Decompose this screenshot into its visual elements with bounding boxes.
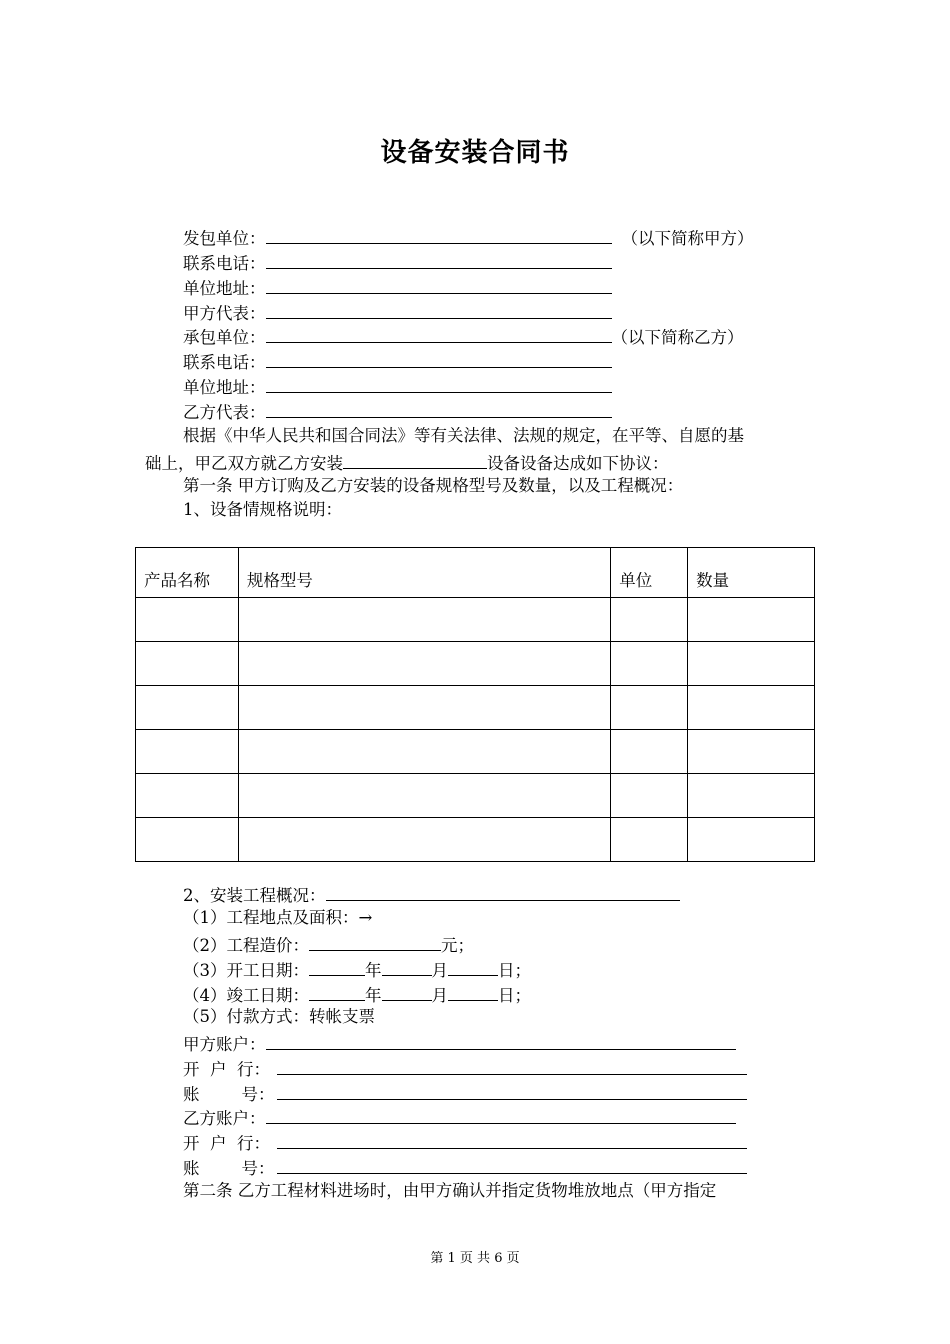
party-b-rep-line bbox=[183, 400, 612, 423]
party-b-contractor-label: 承包单位： bbox=[183, 328, 266, 347]
end-month-suffix: 月 bbox=[431, 986, 448, 1005]
overview-item-5: （5）付款方式：转帐支票 bbox=[183, 1007, 375, 1026]
table-cell[interactable] bbox=[238, 598, 610, 642]
party-a-contractor-label: 发包单位： bbox=[183, 229, 266, 248]
start-day-suffix: 日； bbox=[498, 961, 531, 980]
party-a-rep-line bbox=[183, 301, 612, 324]
cost-unit: 元； bbox=[441, 936, 474, 955]
party-a-account-label: 甲方账户： bbox=[183, 1035, 266, 1054]
party-b-phone-field[interactable] bbox=[266, 350, 612, 368]
table-cell[interactable] bbox=[136, 818, 239, 862]
table-cell[interactable] bbox=[611, 774, 688, 818]
preamble-line-2-end: 设备设备达成如下协议： bbox=[487, 454, 669, 473]
end-year-field[interactable] bbox=[309, 983, 365, 1001]
table-cell[interactable] bbox=[238, 774, 610, 818]
table-cell[interactable] bbox=[136, 730, 239, 774]
table-cell[interactable] bbox=[688, 686, 815, 730]
table-cell[interactable] bbox=[136, 774, 239, 818]
party-a-number-field[interactable] bbox=[277, 1082, 747, 1100]
table-row bbox=[136, 642, 815, 686]
overview-label: 2、安装工程概况： bbox=[183, 886, 326, 905]
table-cell[interactable] bbox=[136, 598, 239, 642]
table-cell[interactable] bbox=[688, 774, 815, 818]
party-a-address-line bbox=[183, 276, 612, 299]
table-cell[interactable] bbox=[688, 598, 815, 642]
party-a-contractor-line bbox=[183, 226, 754, 249]
party-b-rep-field[interactable] bbox=[266, 400, 612, 418]
overview-line bbox=[183, 883, 680, 906]
table-cell[interactable] bbox=[688, 642, 815, 686]
overview-item-2 bbox=[183, 933, 474, 956]
party-b-address-label: 单位地址： bbox=[183, 378, 266, 397]
party-b-bank-field[interactable] bbox=[277, 1131, 747, 1149]
party-a-address-label: 单位地址： bbox=[183, 279, 266, 298]
party-b-contractor-note: （以下简称乙方） bbox=[611, 328, 744, 347]
article-1-heading: 第一条 甲方订购及乙方安装的设备规格型号及数量，以及工程概况： bbox=[183, 476, 684, 495]
article-2-heading: 第二条 乙方工程材料进场时，由甲方确认并指定货物堆放地点（甲方指定 bbox=[183, 1181, 717, 1200]
end-date-label: （4）竣工日期： bbox=[183, 986, 309, 1005]
party-a-address-field[interactable] bbox=[266, 276, 612, 294]
party-b-rep-label: 乙方代表： bbox=[183, 403, 266, 422]
preamble-line-1: 根据《中华人民共和国合同法》等有关法律、法规的规定，在平等、自愿的基 bbox=[183, 426, 744, 445]
party-a-number-line bbox=[183, 1082, 747, 1105]
table-cell[interactable] bbox=[611, 686, 688, 730]
preamble-line-2 bbox=[145, 451, 669, 474]
party-a-rep-field[interactable] bbox=[266, 301, 612, 319]
table-cell[interactable] bbox=[611, 598, 688, 642]
party-a-phone-line bbox=[183, 251, 612, 274]
table-cell[interactable] bbox=[611, 642, 688, 686]
table-cell[interactable] bbox=[238, 730, 610, 774]
cost-label: （2）工程造价： bbox=[183, 936, 309, 955]
table-cell[interactable] bbox=[238, 642, 610, 686]
spec-header-model: 规格型号 bbox=[238, 548, 610, 598]
table-cell[interactable] bbox=[611, 818, 688, 862]
start-month-field[interactable] bbox=[382, 958, 432, 976]
party-a-phone-field[interactable] bbox=[266, 251, 612, 269]
party-a-contractor-note: （以下简称甲方） bbox=[621, 229, 754, 248]
table-cell[interactable] bbox=[238, 686, 610, 730]
table-row bbox=[136, 818, 815, 862]
overview-field[interactable] bbox=[326, 883, 680, 901]
party-a-number-label: 账 号： bbox=[183, 1085, 275, 1104]
start-month-suffix: 月 bbox=[431, 961, 448, 980]
overview-item-3 bbox=[183, 958, 531, 981]
end-year-suffix: 年 bbox=[365, 986, 382, 1005]
start-year-field[interactable] bbox=[309, 958, 365, 976]
party-b-address-line bbox=[183, 375, 612, 398]
spec-table bbox=[135, 547, 815, 862]
party-b-address-field[interactable] bbox=[266, 375, 612, 393]
start-year-suffix: 年 bbox=[365, 961, 382, 980]
table-cell[interactable] bbox=[688, 730, 815, 774]
article-1-sub-1: 1、设备情规格说明： bbox=[183, 500, 342, 519]
party-a-account-field[interactable] bbox=[266, 1032, 736, 1050]
spec-header-quantity: 数量 bbox=[688, 548, 815, 598]
party-b-bank-label: 开 户 行： bbox=[183, 1134, 270, 1153]
end-month-field[interactable] bbox=[382, 983, 432, 1001]
party-a-contractor-field[interactable] bbox=[266, 226, 612, 244]
end-day-suffix: 日； bbox=[498, 986, 531, 1005]
party-b-contractor-field[interactable] bbox=[266, 325, 612, 343]
spec-header-unit: 单位 bbox=[611, 548, 688, 598]
table-row bbox=[136, 730, 815, 774]
start-date-label: （3）开工日期： bbox=[183, 961, 309, 980]
party-b-phone-label: 联系电话： bbox=[183, 353, 266, 372]
party-a-account-line bbox=[183, 1032, 736, 1055]
party-a-bank-label: 开 户 行： bbox=[183, 1060, 270, 1079]
table-cell[interactable] bbox=[136, 642, 239, 686]
party-a-phone-label: 联系电话： bbox=[183, 254, 266, 273]
table-row bbox=[136, 686, 815, 730]
party-b-number-field[interactable] bbox=[277, 1156, 747, 1174]
party-a-rep-label: 甲方代表： bbox=[183, 304, 266, 323]
table-cell[interactable] bbox=[611, 730, 688, 774]
party-b-phone-line bbox=[183, 350, 612, 373]
party-b-account-label: 乙方账户： bbox=[183, 1109, 266, 1128]
party-b-account-field[interactable] bbox=[266, 1106, 736, 1124]
party-b-contractor-line bbox=[183, 325, 744, 348]
overview-item-1: （1）工程地点及面积：→ bbox=[183, 908, 373, 927]
party-b-number-label: 账 号： bbox=[183, 1159, 275, 1178]
overview-item-4 bbox=[183, 983, 531, 1006]
cost-field[interactable] bbox=[309, 933, 441, 951]
start-day-field[interactable] bbox=[448, 958, 498, 976]
party-a-bank-field[interactable] bbox=[277, 1057, 747, 1075]
table-cell[interactable] bbox=[136, 686, 239, 730]
table-row bbox=[136, 598, 815, 642]
equipment-name-field[interactable] bbox=[343, 451, 487, 469]
party-b-account-line bbox=[183, 1106, 736, 1129]
party-b-number-line bbox=[183, 1156, 747, 1179]
table-cell[interactable] bbox=[238, 818, 610, 862]
preamble-line-2-start: 础上，甲乙双方就乙方安装 bbox=[145, 454, 343, 473]
table-row bbox=[136, 774, 815, 818]
spec-header-product-name: 产品名称 bbox=[136, 548, 239, 598]
end-day-field[interactable] bbox=[448, 983, 498, 1001]
spec-table-header-row bbox=[136, 548, 815, 598]
page-footer: 第 1 页 共 6 页 bbox=[430, 1251, 520, 1266]
document-title: 设备安装合同书 bbox=[380, 138, 570, 168]
table-cell[interactable] bbox=[688, 818, 815, 862]
party-a-bank-line bbox=[183, 1057, 747, 1080]
party-b-bank-line bbox=[183, 1131, 747, 1154]
